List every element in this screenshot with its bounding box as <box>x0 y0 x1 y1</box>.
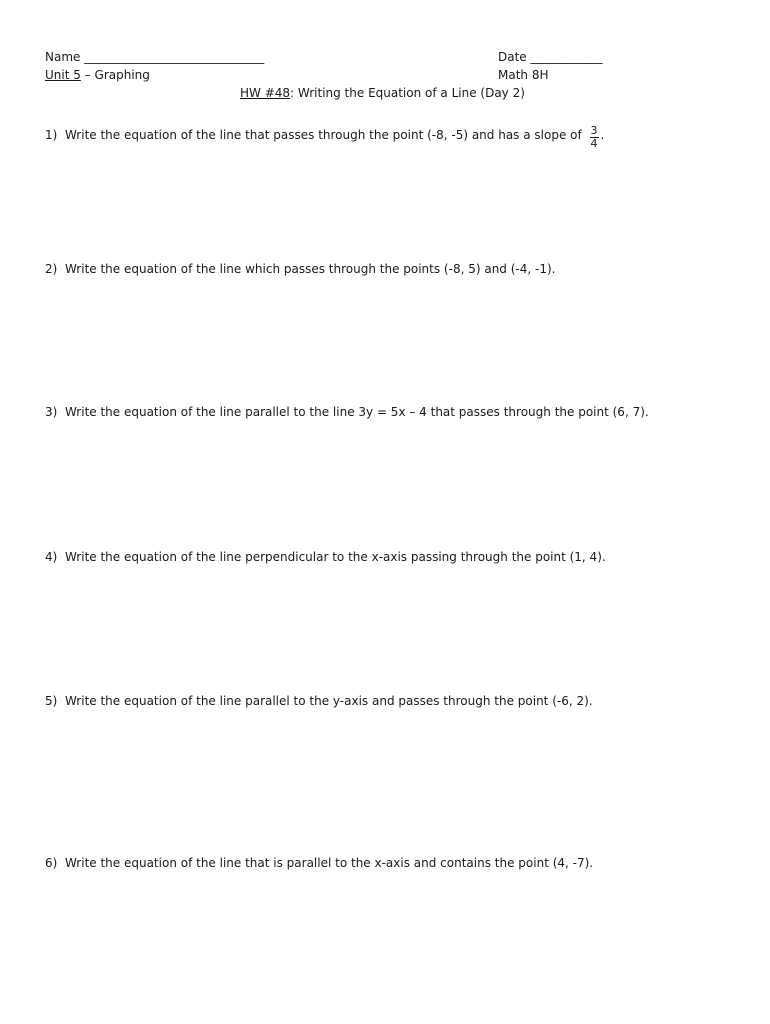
question-number: 3) <box>45 405 58 419</box>
question-text: Write the equation of the line that is parallel to the x-axis and contains the point (4, -7). <box>64 856 594 870</box>
question-1 <box>45 123 604 148</box>
date-label: Date <box>498 50 527 64</box>
question-text: Write the equation of the line perpendicular to the x-axis passing through the point (1, 4). <box>64 550 606 564</box>
hw-title: : Writing the Equation of a Line (Day 2) <box>290 86 525 100</box>
fraction-numerator: 3 <box>590 124 598 137</box>
question-text: Write the equation of the line parallel to the line 3y = 5x – 4 that passes through the point (6, 7). <box>64 405 649 419</box>
name-blank: ______________________________ <box>84 50 265 64</box>
question-2 <box>45 262 555 276</box>
unit-line <box>45 68 150 82</box>
question-text: Write the equation of the line which passes through the points (-8, 5) and (-4, -1). <box>64 262 556 276</box>
fraction-denominator: 4 <box>590 137 598 150</box>
slope-fraction <box>590 125 599 150</box>
course-label: Math 8H <box>498 68 549 82</box>
question-number: 4) <box>45 550 58 564</box>
name-field <box>45 50 264 64</box>
question-number: 6) <box>45 856 58 870</box>
question-end: . <box>600 128 605 142</box>
question-text: Write the equation of the line parallel to the y-axis and passes through the point (-6, 2). <box>64 694 593 708</box>
question-number: 2) <box>45 262 58 276</box>
question-6 <box>45 856 593 870</box>
question-text: Write the equation of the line that passes through the point (-8, -5) and has a slope of <box>64 128 582 142</box>
question-5 <box>45 694 593 708</box>
name-label: Name <box>45 50 81 64</box>
hw-number: HW #48 <box>240 86 291 100</box>
date-blank: ____________ <box>530 50 603 64</box>
unit-subtitle: – Graphing <box>80 68 150 82</box>
date-field <box>498 50 603 64</box>
question-number: 5) <box>45 694 58 708</box>
question-number: 1) <box>45 128 58 142</box>
question-3 <box>45 405 649 419</box>
page-title <box>240 86 525 100</box>
unit-label: Unit 5 <box>45 68 81 82</box>
question-4 <box>45 550 606 564</box>
